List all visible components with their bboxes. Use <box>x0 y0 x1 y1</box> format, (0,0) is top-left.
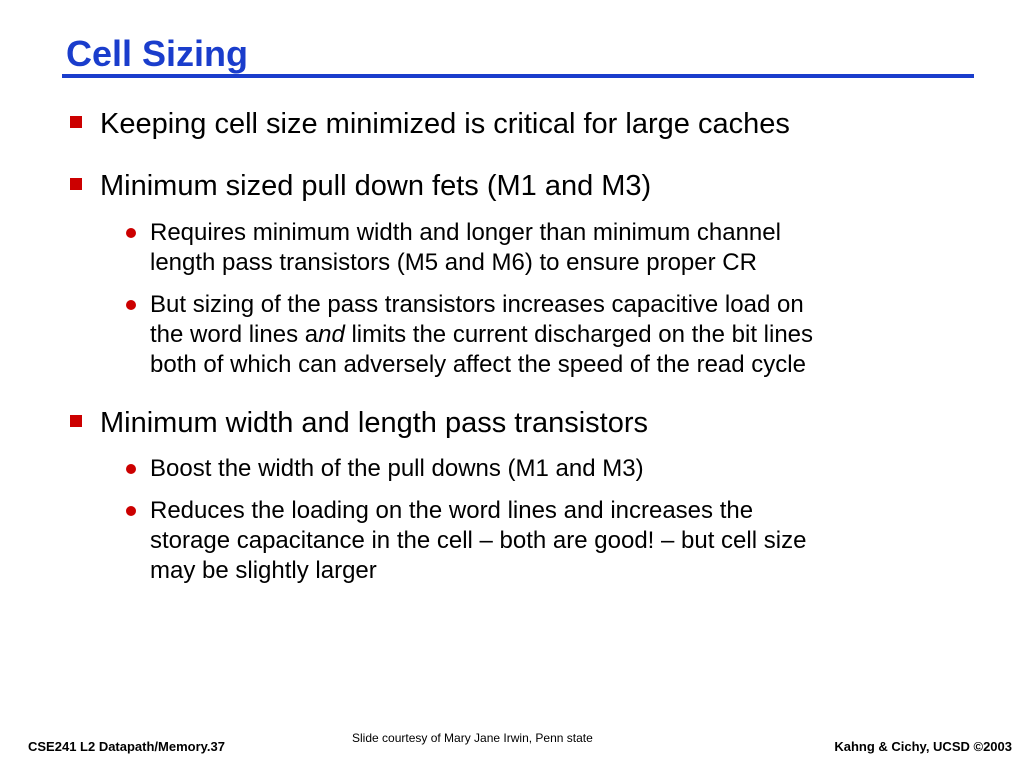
sub-bullet-line: storage capacitance in the cell – both are good! – but cell size <box>150 527 807 554</box>
footer-credit: Slide courtesy of Mary Jane Irwin, Penn state <box>352 731 593 745</box>
bullet-text: Minimum width and length pass transistors <box>100 407 649 439</box>
italic-fragment: nd <box>318 321 345 348</box>
footer-copyright: Kahng & Cichy, UCSD ©2003 <box>834 739 1012 754</box>
square-bullet-icon <box>70 116 82 128</box>
round-bullet-icon <box>126 300 136 310</box>
sub-bullet-line: Reduces the loading on the word lines and increases the <box>150 497 754 524</box>
sub-bullet-text <box>150 290 950 380</box>
sub-bullet-line: may be slightly larger <box>150 557 377 584</box>
square-bullet-icon <box>70 415 82 427</box>
square-bullet-icon <box>70 178 82 190</box>
round-bullet-icon <box>126 506 136 516</box>
round-bullet-icon <box>126 228 136 238</box>
sub-bullet-line: Boost the width of the pull downs (M1 and M3) <box>150 455 644 482</box>
sub-bullet-line <box>150 320 950 350</box>
line-fragment: limits the current discharged on the bit lines <box>344 321 814 348</box>
sub-bullet-text <box>150 218 950 278</box>
sub-bullet-line: length pass transistors (M5 and M6) to ensure proper CR <box>150 249 757 276</box>
sub-bullet-line: both of which can adversely affect the speed of the read cycle <box>150 351 806 378</box>
footer-course-label: CSE241 L2 Datapath/Memory.37 <box>28 739 225 754</box>
sub-bullet-line: Requires minimum width and longer than minimum channel <box>150 219 781 246</box>
slide-title: Cell Sizing <box>66 33 249 74</box>
sub-bullet-text <box>150 496 950 586</box>
sub-bullet-text <box>150 454 950 484</box>
title-underline <box>62 74 974 78</box>
bullet-text: Keeping cell size minimized is critical for large caches <box>100 108 790 140</box>
line-fragment: the word lines a <box>150 321 319 348</box>
bullet-text: Minimum sized pull down fets (M1 and M3) <box>100 170 652 202</box>
sub-bullet-line: But sizing of the pass transistors increases capacitive load on <box>150 291 804 318</box>
round-bullet-icon <box>126 464 136 474</box>
